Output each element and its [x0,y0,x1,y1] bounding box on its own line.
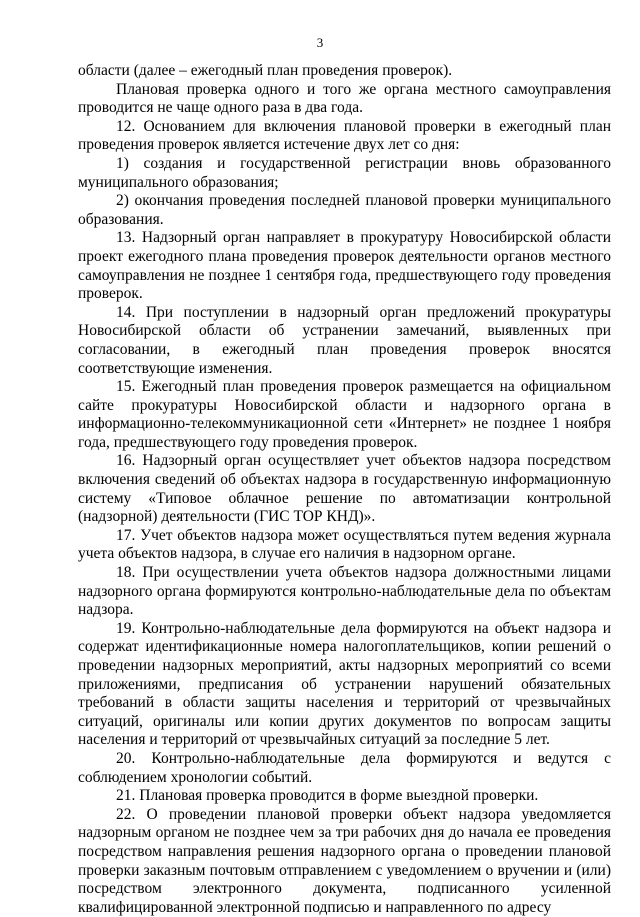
paragraph-13: 13. Надзорный орган направляет в прокуратуру Новосибирской области проект ежегодного плана проведения проверок деятельности органов местного самоуправления не позднее 1 сентября года, предшествующего году проведения проверок. [78,229,611,303]
paragraph-inspection-frequency: Плановая проверка одного и того же органа местного самоуправления проводится не чаще одного раза в два года. [78,80,611,117]
page-number: 3 [316,35,324,50]
paragraph-19: 19. Контрольно-наблюдательные дела формируются на объект надзора и содержат идентификационные номера налогоплательщиков, копии решений о проведении надзорных мероприятий, акты надзорных мероприятий со всеми приложениями, предписания об устранении нарушений обязательных требований в области защиты населения и территорий от чрезвычайных ситуаций, оригиналы или копии других документов по вопросам защиты населения и территорий от чрезвычайных ситуаций за последние 5 лет. [78,619,611,749]
paragraph-12-item-2: 2) окончания проведения последней плановой проверки муниципального образования. [78,192,611,228]
paragraph-12: 12. Основанием для включения плановой проверки в ежегодный план проведения проверок является истечение двух лет со дня: [78,117,611,154]
paragraph-21: 21. Плановая проверка проводится в форме выездной проверки. [116,787,539,805]
paragraph-20: 20. Контрольно-наблюдательные дела формируются и ведутся с соблюдением хронологии событий. [78,749,611,786]
paragraph-12-item-1: 1) создания и государственной регистрации вновь образованного муниципального образования; [78,154,611,191]
paragraph-17: 17. Учет объектов надзора может осуществляться путем ведения журнала учета объектов надзора, в случае его наличия в надзорном органе. [78,526,611,563]
paragraph-continuation: области (далее – ежегодный план проведения проверок). [78,62,453,79]
paragraph-16: 16. Надзорный орган осуществляет учет объектов надзора посредством включения сведений об объектах надзора в государственную информационную систему «Типовое облачное решение по автоматизации контрольной (надзорной) деятельности (ГИС ТОР КНД)». [78,452,611,526]
paragraph-22: 22. О проведении плановой проверки объект надзора уведомляется надзорным органом не позднее чем за три рабочих дня до начала ее проведения посредством направления решения надзорного органа о проведении плановой проверки заказным почтовым отправлением с уведомлением о вручении и (или) посредством электронного документа, подписанного усиленной квалифицированной электронной подписью и направленного по адресу [78,805,611,916]
paragraph-14: 14. При поступлении в надзорный орган предложений прокуратуры Новосибирской области об устранении замечаний, выявленных при согласовании, в ежегодный план проведения проверок вносятся соответствующие изменения. [78,303,611,377]
paragraph-18: 18. При осуществлении учета объектов надзора должностными лицами надзорного органа формируются контрольно-наблюдательные дела по объектам надзора. [78,564,611,619]
document-body [78,62,611,917]
paragraph-15: 15. Ежегодный план проведения проверок размещается на официальном сайте прокуратуры Новосибирской области и надзорного органа в информационно-телекоммуникационной сети «Интернет» не позднее 1 ноября года, предшествующего году проведения проверок. [78,378,611,451]
